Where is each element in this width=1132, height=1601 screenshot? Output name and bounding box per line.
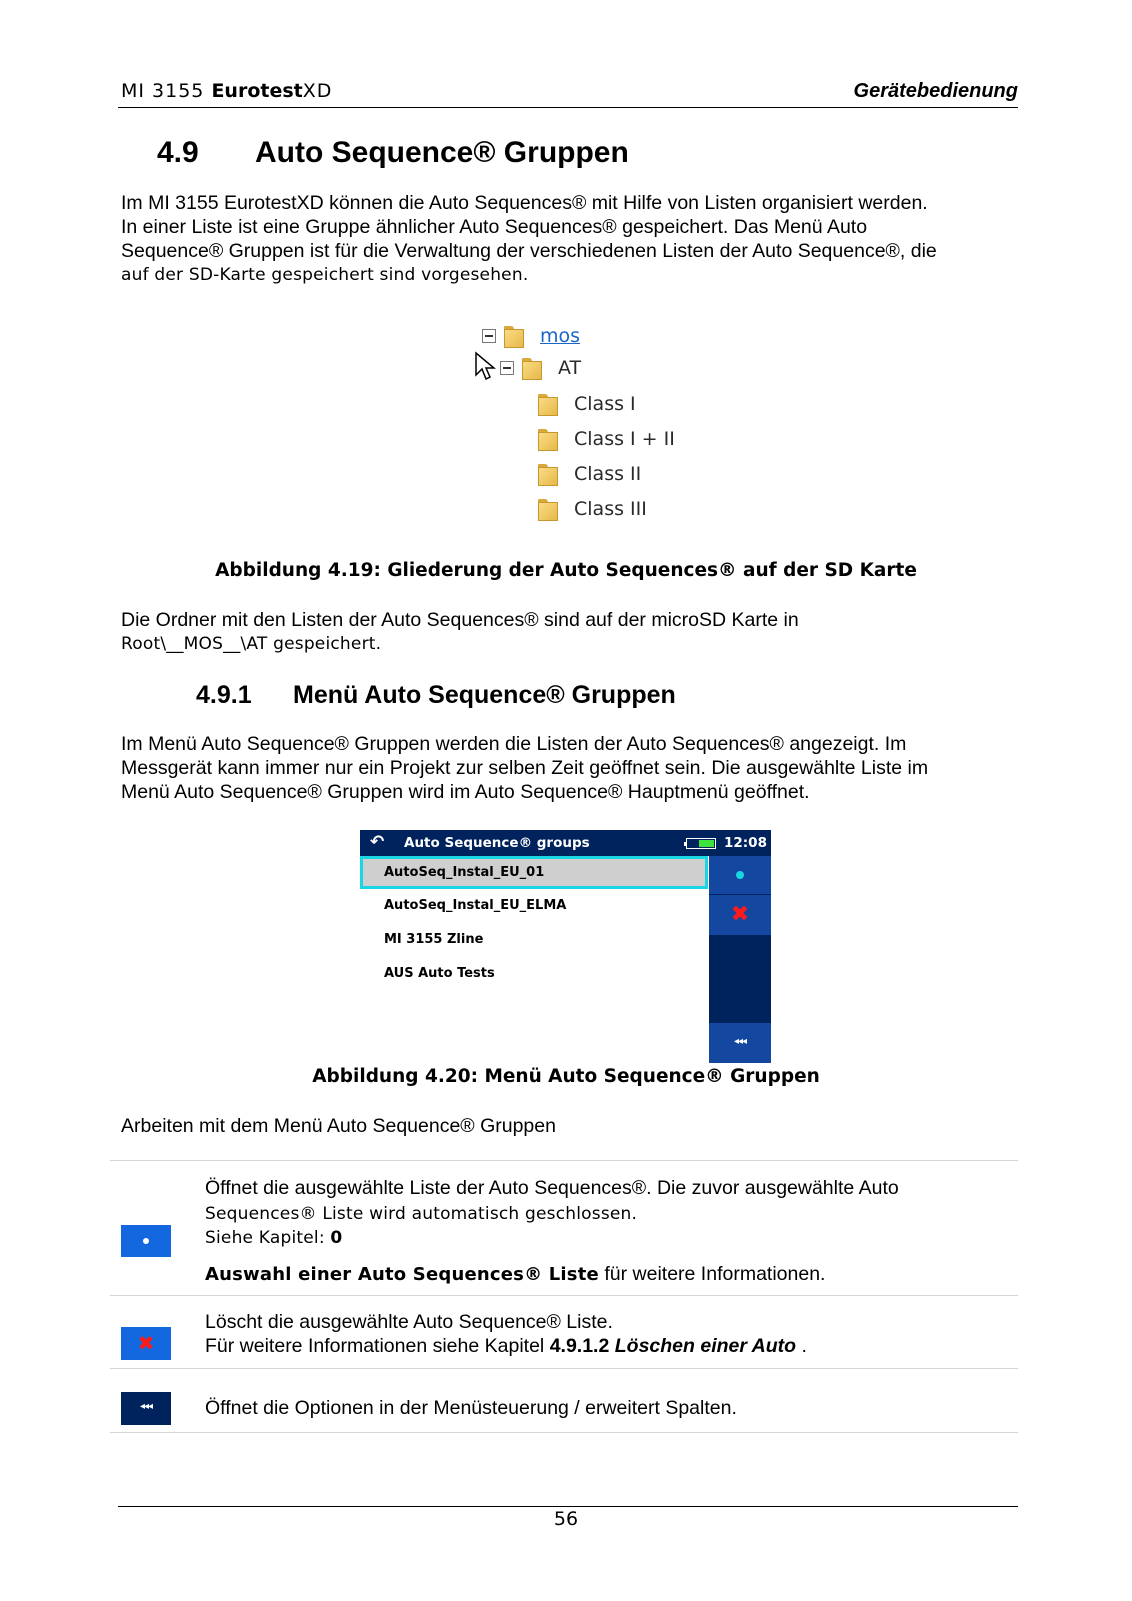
expand-options-button[interactable] [709, 1023, 771, 1063]
tree-row-class-3[interactable] [538, 494, 647, 524]
section-title: Auto Sequence® Gruppen [255, 136, 629, 169]
table-row-delete: Löscht die ausgewählte Auto Sequence® Liste. Für weitere Informationen siehe Kapitel 4.9.1.2 Löschen einer Auto . [205, 1311, 807, 1357]
intro-paragraph: Im MI 3155 EurotestXD können die Auto Sequences® mit Hilfe von Listen organisiert werden. In einer Liste ist eine Gruppe ähnlicher Auto Sequences® gespeichert. Das Menü Auto Sequence® Gruppen ist für die Verwaltung der verschiedenen Listen der Auto Sequence®, die auf der SD-Karte gespeichert sind vorgesehen. [121, 192, 937, 285]
folder-icon [538, 497, 560, 521]
table-rule [110, 1295, 1018, 1296]
device-screen-figure [360, 830, 771, 1063]
folder-icon [538, 462, 560, 486]
back-icon[interactable]: ↶ [370, 832, 385, 852]
tree-row-at[interactable] [482, 353, 581, 383]
open-key-icon [121, 1225, 171, 1257]
screen-title: Auto Sequence® groups [404, 835, 590, 851]
folder-label: Class I + II [574, 428, 675, 450]
tree-row-class-2[interactable] [538, 459, 641, 489]
list-item[interactable]: AUS Auto Tests [384, 966, 495, 981]
expand-key-icon: ◂◂◂ [121, 1392, 171, 1425]
cursor-icon [474, 351, 496, 381]
table-rule [110, 1160, 1018, 1161]
list-item[interactable]: AutoSeq_Instal_EU_01 [360, 856, 708, 889]
table-rule [110, 1368, 1018, 1369]
running-header-product: MI 3155 EurotestXD [121, 80, 333, 102]
clock: 12:08 [724, 835, 767, 851]
work-with-menu-text: Arbeiten mit dem Menü Auto Sequence® Gruppen [121, 1115, 556, 1137]
delete-x-icon: ✖ [730, 902, 750, 927]
footer-rule [118, 1506, 1018, 1507]
delete-list-button[interactable] [709, 895, 771, 935]
folder-label-at[interactable]: AT [558, 357, 582, 379]
figure-420-caption: Abbildung 4.20: Menü Auto Sequence® Gruppen [312, 1066, 820, 1087]
folder-tree-figure [470, 318, 690, 528]
battery-icon [686, 838, 716, 849]
folder-icon [522, 356, 544, 380]
side-control-bar [709, 856, 771, 1063]
folder-label: Class I [574, 393, 636, 415]
page-number: 56 [553, 1508, 579, 1530]
list-item[interactable]: MI 3155 Zline [384, 932, 484, 947]
tree-row-mos[interactable] [482, 321, 580, 351]
subsection-title: Menü Auto Sequence® Gruppen [293, 681, 676, 709]
tree-row-class-1[interactable] [538, 389, 636, 419]
figure-419-caption: Abbildung 4.19: Gliederung der Auto Sequences® auf der SD Karte [215, 560, 917, 581]
table-row-open: Öffnet die ausgewählte Liste der Auto Sequences®. Die zuvor ausgewählte Auto Sequences® Liste wird automatisch geschlossen. Siehe Kapitel: 0 Auswahl einer Auto Sequences® Liste für weitere Informationen. [205, 1177, 899, 1285]
collapse-icon[interactable] [482, 329, 496, 343]
folder-label: Class III [574, 498, 647, 520]
folder-icon [538, 392, 560, 416]
header-rule [118, 107, 1018, 108]
folder-label-mos[interactable]: mos [540, 325, 581, 347]
delete-key-icon: ✖ [121, 1327, 171, 1360]
open-list-button[interactable] [709, 856, 771, 894]
screen-title-bar [360, 830, 771, 856]
list-item[interactable]: AutoSeq_Instal_EU_ELMA [384, 898, 567, 913]
subsection-paragraph: Im Menü Auto Sequence® Gruppen werden die Listen der Auto Sequences® angezeigt. Im Messgerät kann immer nur ein Projekt zur selben Zeit geöffnet sein. Die ausgewählte Liste im Menü Auto Sequence® Gruppen wird im Auto Sequence® Hauptmenü geöffnet. [121, 733, 929, 803]
folder-location-paragraph: Die Ordner mit den Listen der Auto Sequences® sind auf der microSD Karte in Root\__MOS__\AT gespeichert. [121, 609, 799, 654]
tree-row-class-1-2[interactable] [538, 424, 675, 454]
subsection-number: 4.9.1 [196, 681, 252, 709]
dot-icon [736, 871, 744, 879]
running-header-section: Gerätebedienung [853, 80, 1018, 102]
collapse-icon[interactable] [500, 361, 514, 375]
table-row-expand: Öffnet die Optionen in der Menüsteuerung / erweitert Spalten. [205, 1397, 737, 1419]
triple-arrow-left-icon: ◂◂◂ [733, 1036, 747, 1047]
folder-icon [538, 427, 560, 451]
section-number: 4.9 [157, 136, 199, 169]
folder-icon [504, 324, 526, 348]
folder-label: Class II [574, 463, 642, 485]
table-rule [110, 1432, 1018, 1433]
